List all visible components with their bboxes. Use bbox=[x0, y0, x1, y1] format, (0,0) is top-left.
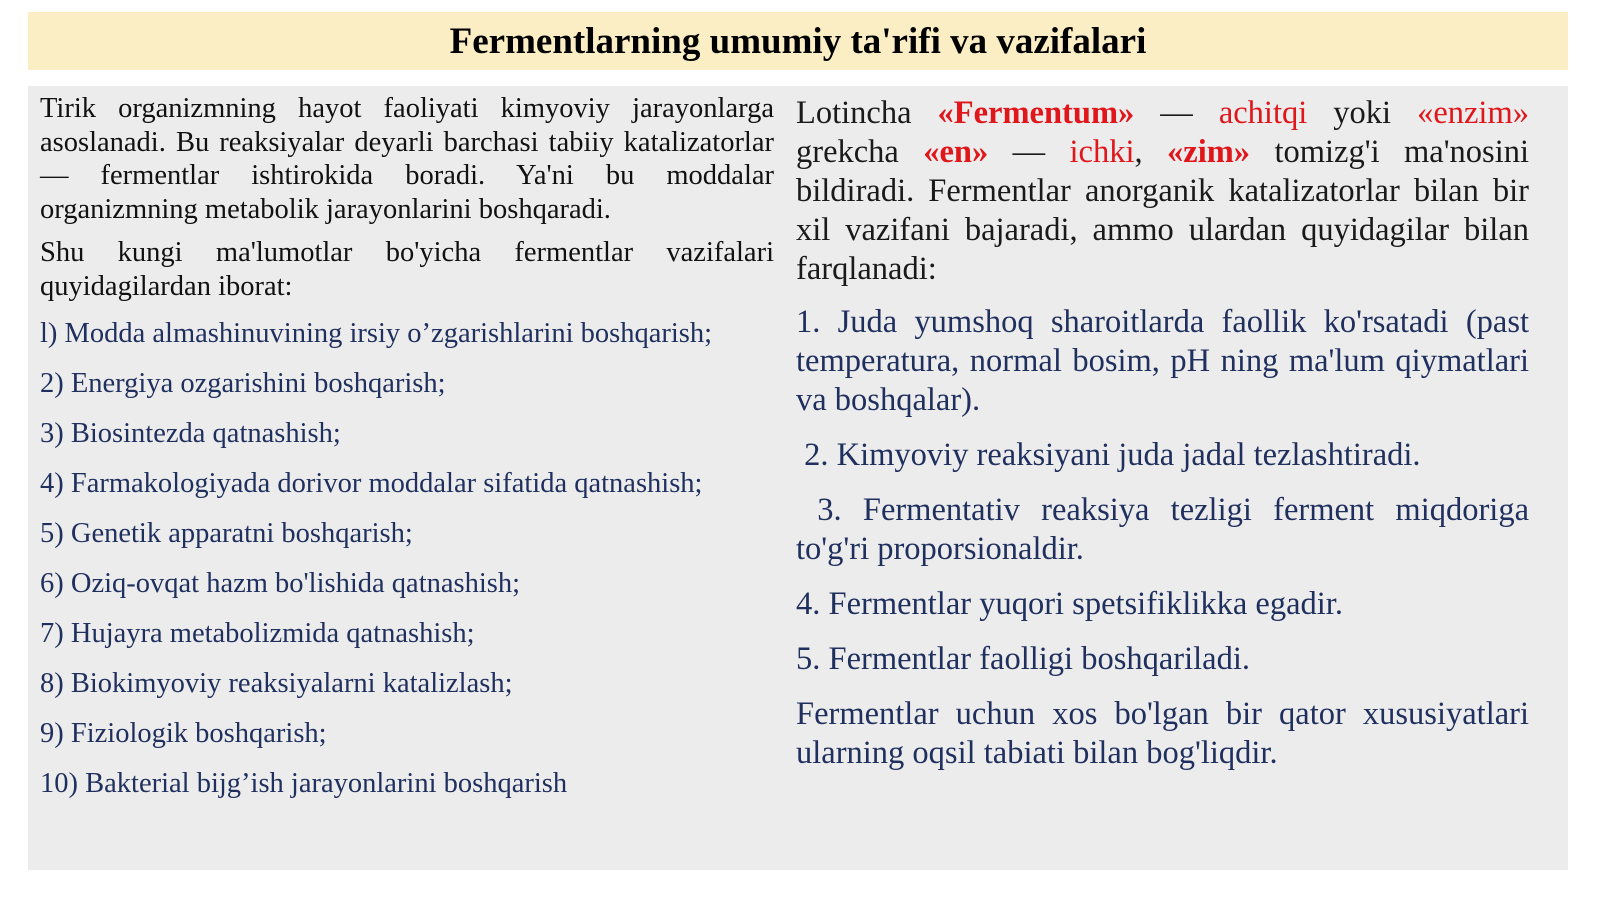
content-panel bbox=[28, 86, 1568, 870]
intro-text: , bbox=[1134, 134, 1168, 170]
term-enzim: «enzim» bbox=[1417, 95, 1529, 131]
title-bar bbox=[28, 12, 1568, 70]
difference-item: 5. Fermentlar faolligi boshqariladi. bbox=[796, 641, 1250, 677]
translation-ichki: ichki bbox=[1069, 134, 1135, 170]
intro-text: Lotincha bbox=[796, 95, 938, 131]
intro-text: — bbox=[1134, 95, 1219, 131]
term-en: «en» bbox=[923, 134, 989, 170]
term-fermentum: «Fermentum» bbox=[937, 95, 1135, 131]
left-column bbox=[40, 92, 774, 809]
list-item: 2) Energiya ozgarishini boshqarish; bbox=[40, 368, 446, 399]
right-column bbox=[796, 94, 1538, 773]
list-item: 7) Hujayra metabolizmida qatnashish; bbox=[40, 618, 475, 649]
functions-list bbox=[40, 309, 774, 809]
list-item: 4) Farmakologiyada dorivor moddalar sifatida qatnashish; bbox=[40, 468, 703, 499]
difference-item: 1. Juda yumshoq sharoitlarda faollik ko'rsatadi (past temperatura, normal bosim, pH ning ma'lum qiymatlari va boshqalar). bbox=[796, 304, 1529, 418]
list-item: l) Modda almashinuvining irsiy o’zgarishlarini boshqarish; bbox=[40, 318, 713, 349]
intro-text: tomizg'i ma'nosini bildiradi. Fermentlar anorganik katalizatorlar bilan bir xil vazifani bajaradi, ammo ulardan quyidagilar bilan farqlanadi: bbox=[796, 134, 1530, 287]
intro-text: — bbox=[988, 134, 1070, 170]
list-item: 10) Bakterial bijg’ish jarayonlarini boshqarish bbox=[40, 768, 568, 799]
intro-paragraph: Tirik organizmning hayot faoliyati kimyoviy jarayonlarga asoslanadi. Bu reaksiyalar deyarli barchasi tabiiy katalizatorlar — fermentlar ishtirokida boradi. Ya'ni bu moddalar organizmning metabolik jarayonlarini boshqaradi. bbox=[40, 93, 774, 225]
intro-text: grekcha bbox=[796, 134, 924, 170]
closing-paragraph: Fermentlar uchun xos bo'lgan bir qator xususiyatlari ularning oqsil tabiati bilan bog'liqdir. bbox=[796, 696, 1529, 771]
etymology-paragraph bbox=[796, 94, 1529, 289]
list-item: 5) Genetik apparatni boshqarish; bbox=[40, 518, 413, 549]
translation-achitqi: achitqi bbox=[1218, 95, 1308, 131]
list-item: 6) Oziq-ovqat hazm bo'lishida qatnashish; bbox=[40, 568, 521, 599]
list-item: 9) Fiziologik boshqarish; bbox=[40, 718, 327, 749]
list-item: 8) Biokimyoviy reaksiyalarni katalizlash; bbox=[40, 668, 513, 699]
difference-item: 4. Fermentlar yuqori spetsifiklikka egadir. bbox=[796, 586, 1343, 622]
intro-text: yoki bbox=[1307, 95, 1418, 131]
page-title: Fermentlarning umumiy ta'rifi va vazifalari bbox=[449, 20, 1147, 62]
functions-intro: Shu kungi ma'lumotlar bo'yicha fermentlar vazifalari quyidagilardan iborat: bbox=[40, 237, 774, 302]
term-zim: «zim» bbox=[1167, 134, 1251, 170]
list-item: 3) Biosintezda qatnashish; bbox=[40, 418, 341, 449]
difference-item: 2. Kimyoviy reaksiyani juda jadal tezlashtiradi. bbox=[796, 437, 1421, 473]
difference-item: 3. Fermentativ reaksiya tezligi ferment miqdoriga to'g'ri proporsionaldir. bbox=[796, 492, 1538, 567]
